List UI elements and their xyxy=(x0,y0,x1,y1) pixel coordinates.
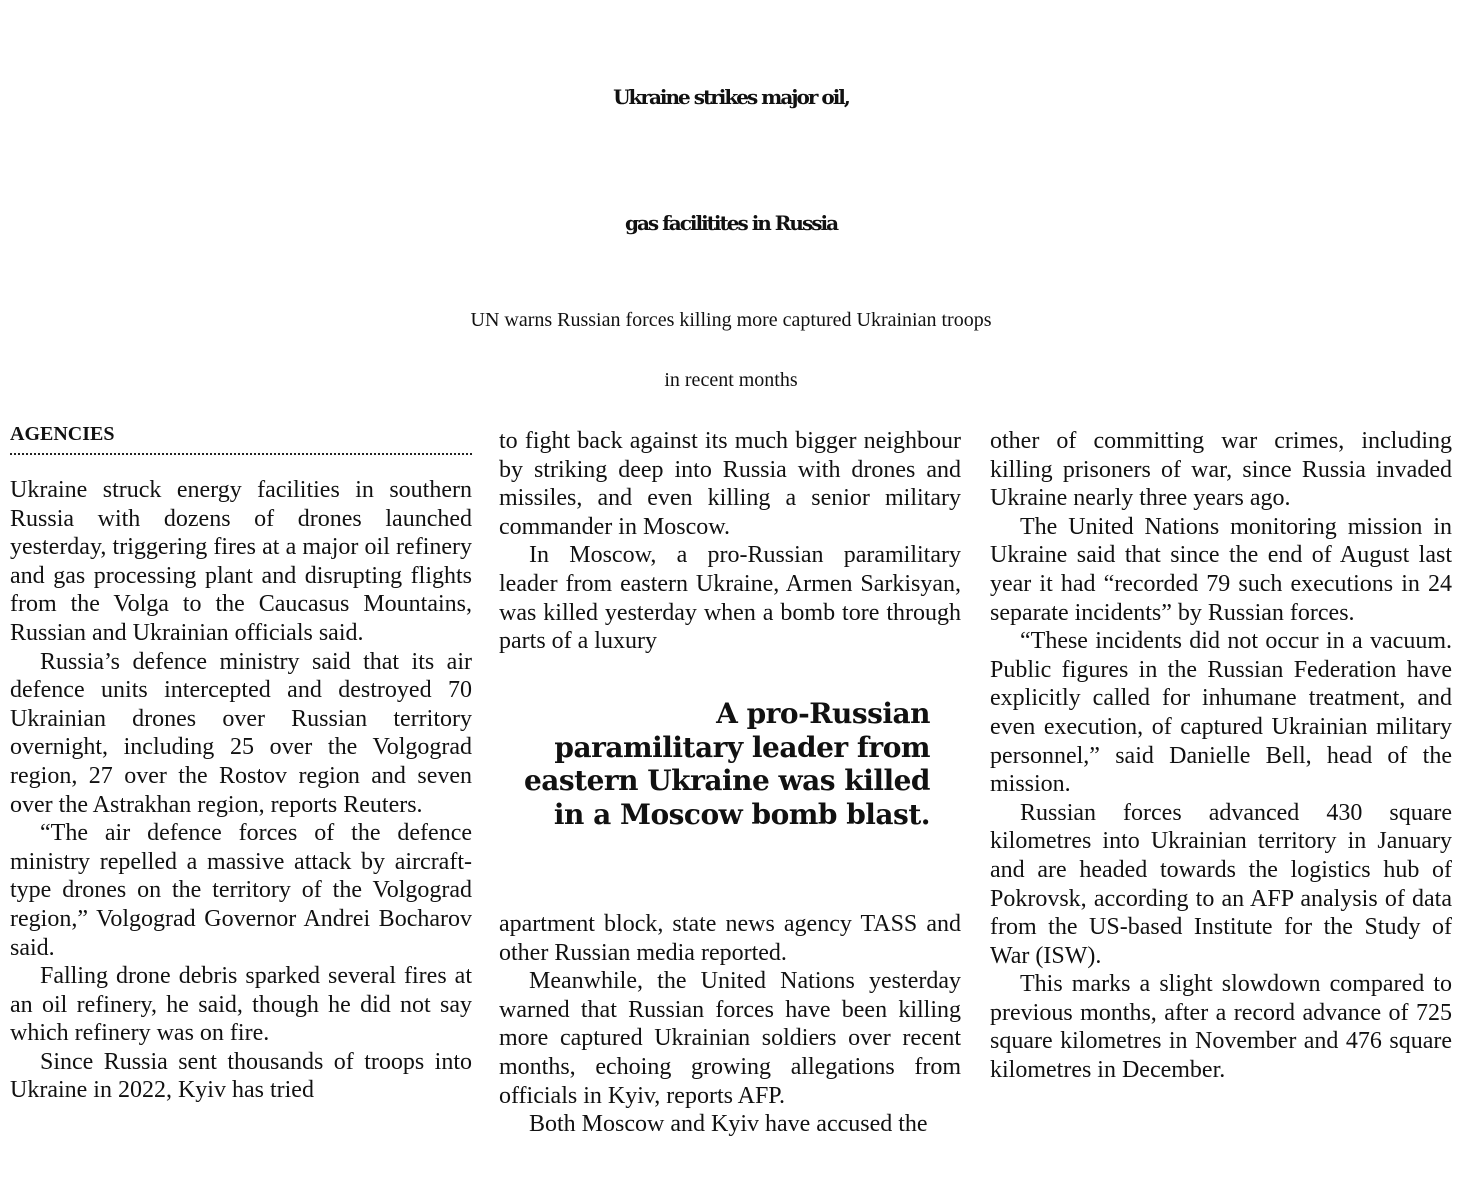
paragraph: “These incidents did not occur in a vacuum. Public figures in the Russian Federation have explicitly called for inhumane treatment, and even execution, of captured Ukrainian military personnel,” said Danielle Bell, head of the mission. xyxy=(990,628,1452,798)
paragraph: Russian forces advanced 430 square kilometres into Ukrainian territory in January and are headed towards the logistics hub of Pokrovsk, according to an AFP analysis of data from the US-based Institute for the Study of War (ISW). xyxy=(990,799,1452,969)
column-3 xyxy=(990,427,1452,1085)
column-2-bottom xyxy=(499,910,961,1139)
subheadline-line-2: in recent months xyxy=(664,369,798,391)
paragraph: other of committing war crimes, including killing prisoners of war, since Russia invaded Ukraine nearly three years ago. xyxy=(990,428,1452,512)
paragraph: In Moscow, a pro-Russian paramilitary leader from eastern Ukraine, Armen Sarkisyan, was killed yesterday when a bomb tore through parts of a luxury xyxy=(499,542,961,655)
paragraph: Both Moscow and Kyiv have accused the xyxy=(529,1111,928,1138)
paragraph: to fight back against its much bigger neighbour by striking deep into Russia with drones and missiles, and even killing a senior military commander in Moscow. xyxy=(499,428,961,540)
paragraph: Russia’s defence ministry said that its air defence units intercepted and destroyed 70 Ukrainian drones over Russian territory overnight, including 25 over the Volgograd region, 27 over the Rostov region and seven over the Astrakhan region, reports Reuters. xyxy=(10,648,472,818)
paragraph: “The air defence forces of the defence ministry repelled a massive attack by aircraft-type drones on the territory of the Volgograd region,” Volgograd Governor Andrei Bocharov said. xyxy=(10,820,472,961)
paragraph: Since Russia sent thousands of troops into Ukraine in 2022, Kyiv has tried xyxy=(10,1048,472,1104)
subheadline-line-1: UN warns Russian forces killing more captured Ukrainian troops xyxy=(470,309,992,331)
column-2-top xyxy=(499,427,961,656)
paragraph: Ukraine struck energy facilities in southern Russia with dozens of drones launched yesterday, triggering fires at a major oil refinery and gas processing plant and disrupting flights from the Volga to the Caucasus Mountains, Russian and Ukrainian officials said. xyxy=(10,477,472,646)
pull-quote: A pro-Russian paramilitary leader from eastern Ukraine was killed in a Moscow bomb blast. xyxy=(523,697,930,831)
column-1 xyxy=(10,476,472,1105)
paragraph: Falling drone debris sparked several fires at an oil refinery, he said, though he did not say which refinery was on fire. xyxy=(10,963,472,1047)
headline-line-2: gas facilitites in Russia xyxy=(624,211,838,235)
paragraph: The United Nations monitoring mission in Ukraine said that since the end of August last year it had “recorded 79 such executions in 24 separate incidents” by Russian forces. xyxy=(990,513,1452,626)
paragraph: apartment block, state news agency TASS and other Russian media reported. xyxy=(499,911,961,966)
byline: AGENCIES xyxy=(10,421,472,455)
paragraph: Meanwhile, the United Nations yesterday warned that Russian forces have been killing more captured Ukrainian soldiers over recent months, echoing growing allegations from officials in Kyiv, reports AFP. xyxy=(499,968,961,1109)
headline-line-1: Ukraine strikes major oil, xyxy=(613,85,849,109)
paragraph: This marks a slight slowdown compared to previous months, after a record advance of 725 square kilometres in November and 476 square kilometres in December. xyxy=(990,971,1452,1084)
